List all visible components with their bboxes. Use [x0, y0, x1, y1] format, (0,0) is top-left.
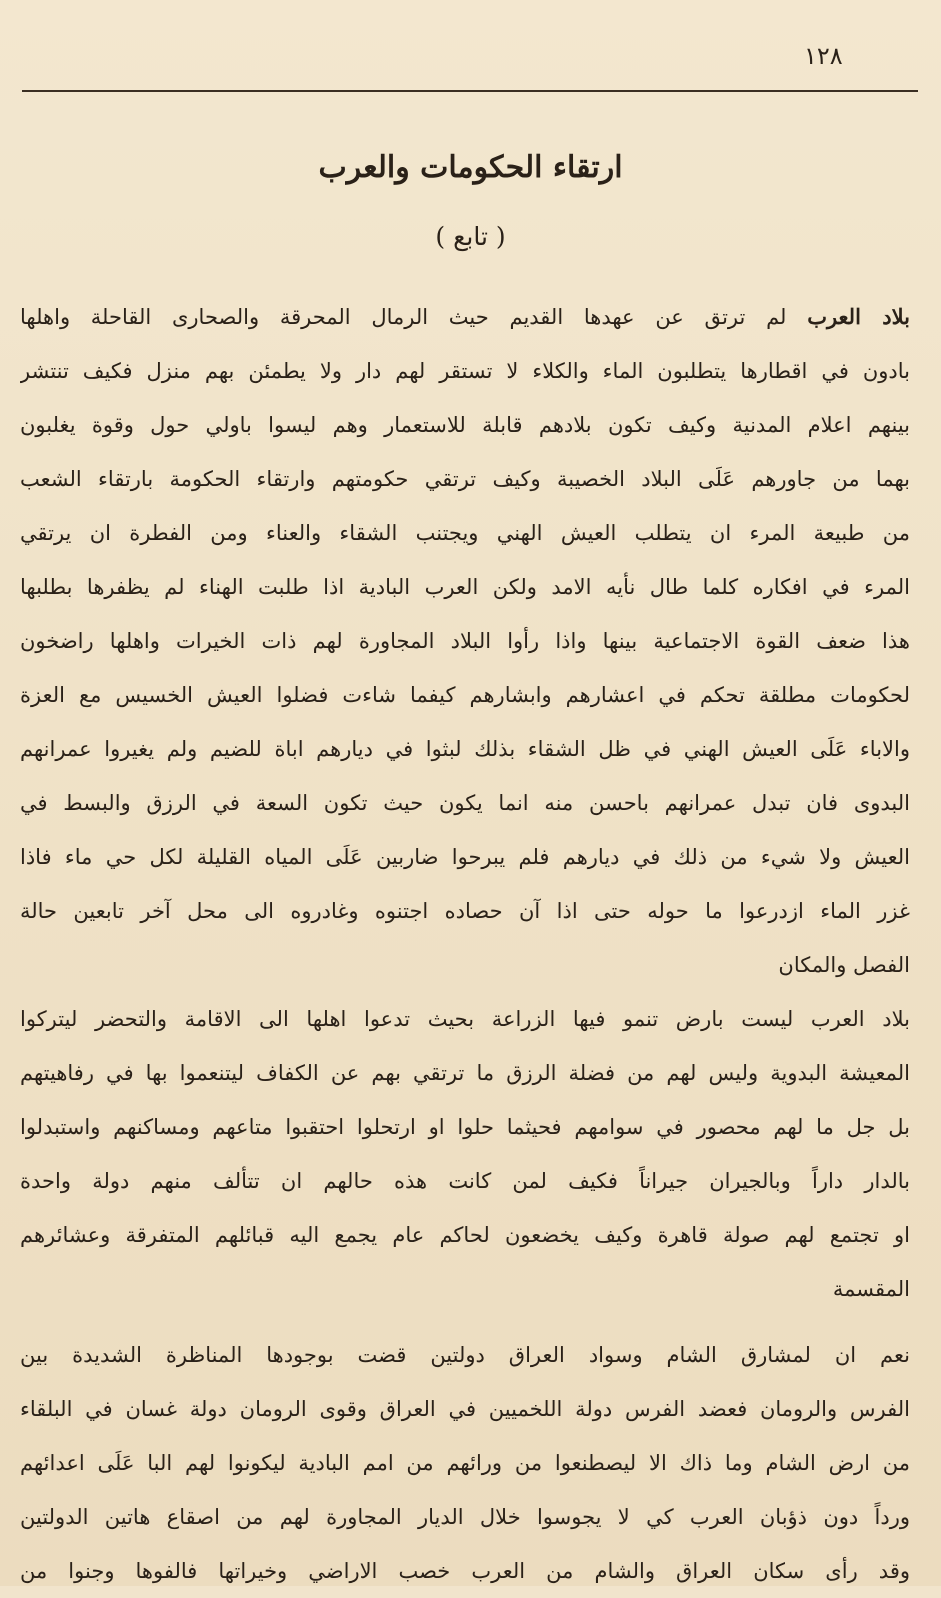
body-line: نعم ان لمشارق الشام وسواد العراق دولتين قضت بوجودها المناظرة الشديدة بين — [20, 1343, 910, 1367]
body-line: غزر الماء ازدرعوا ما حوله حتى اذا آن حصاده اجتنوه وغادروه الى محل آخر تابعين حالة — [20, 899, 910, 923]
body-line: او تجتمع لهم صولة قاهرة وكيف يخضعون لحاكم عام يجمع اليه قبائلهم المتفرقة وعشائرهم — [20, 1223, 910, 1247]
body-line: الفصل والمكان — [778, 953, 910, 977]
lead-phrase: بلاد العرب — [807, 304, 910, 329]
header-rule — [22, 90, 918, 92]
body-line: البدوى فان تبدل عمرانهم باحسن منه انما يكون حيث تكون السعة في الرزق والبسط في — [20, 791, 910, 815]
body-line: المعيشة البدوية وليس لهم من فضلة الرزق ما ترتقي بهم عن الكفاف ليتنعموا بها في رفاهيتهم — [20, 1061, 910, 1085]
body-line: بهما من جاورهم عَلَى البلاد الخصيبة وكيف ترتقي حكومتهم وارتقاء الحكومة بارتقاء الشعب — [20, 467, 910, 491]
body-line: العيش ولا شيء من ذلك في ديارهم فلم يبرحوا ضاربين عَلَى المياه القليلة لكل حي ماء فاذا — [20, 845, 910, 869]
body-line: لحكومات مطلقة تحكم في اعشارهم وابشارهم كيفما شاءت فضلوا العيش الخسيس مع العزة — [20, 683, 910, 707]
body-line: بادون في اقطارها يتطلبون الماء والكلاء لا تستقر لهم دار ولا يطمئن بهم منزل فكيف تنتشر — [20, 359, 910, 383]
body-line — [20, 290, 910, 344]
body-line: بالدار داراً وبالجيران جيراناً فكيف لمن كانت هذه حالهم ان تتألف منهم دولة واحدة — [20, 1169, 910, 1193]
article-title: ارتقاء الحكومات والعرب — [318, 150, 623, 185]
body-line: بينهم اعلام المدنية وكيف تكون بلادهم قابلة للاستعمار وهم ليسوا باولي حول وقوة يغلبون — [20, 413, 910, 437]
body-line: من طبيعة المرء ان يتطلب العيش الهني ويجتنب الشقاء والعناء ومن الفطرة ان يرتقي — [20, 521, 910, 545]
body-line: والاباء عَلَى العيش الهني في ظل الشقاء بذلك لبثوا في ديارهم اباة للضيم ولم يغيروا عمرانهم — [20, 737, 910, 761]
body-line: من ارض الشام وما ذاك الا ليصطنعوا من ورائهم من امم البادية ليكونوا لهم البا عَلَى اعدائهم — [20, 1451, 910, 1475]
body-line: هذا ضعف القوة الاجتماعية بينها واذا رأوا البلاد المجاورة لهم ذات الخيرات واهلها راضخون — [20, 629, 910, 653]
body-line: الفرس والرومان فعضد الفرس دولة اللخميين في العراق وقوى الرومان دولة غسان في البلقاء — [20, 1397, 910, 1421]
article-body — [20, 290, 910, 1598]
article-subtitle: ( تابع ) — [435, 222, 506, 251]
body-line-text: لم ترتق عن عهدها القديم حيث الرمال المحرقة والصحارى القاحلة واهلها — [20, 305, 787, 329]
body-line: المرء في افكاره كلما طال نأيه الامد ولكن العرب البادية اذا طلبت الهناء لم يظفرها بطلبها — [20, 575, 910, 599]
body-line: ورداً دون ذؤبان العرب كي لا يجوسوا خلال الديار المجاورة لهم من اصقاع هاتين الدولتين — [20, 1505, 910, 1529]
body-line: بل جل ما لهم محصور في سوامهم فحيثما حلوا او ارتحلوا احتقبوا متاعهم ومساكنهم واستبدلوا — [20, 1115, 910, 1139]
body-line: وقد رأى سكان العراق والشام من العرب خصب الاراضي وخيراتها فالفوها وجنوا من — [20, 1559, 910, 1583]
body-line: بلاد العرب ليست بارض تنمو فيها الزراعة بحيث تدعوا اهلها الى الاقامة والتحضر ليتركوا — [20, 1007, 910, 1031]
body-line: المقسمة — [832, 1277, 910, 1301]
page-number: ١٢٨ — [804, 42, 843, 70]
